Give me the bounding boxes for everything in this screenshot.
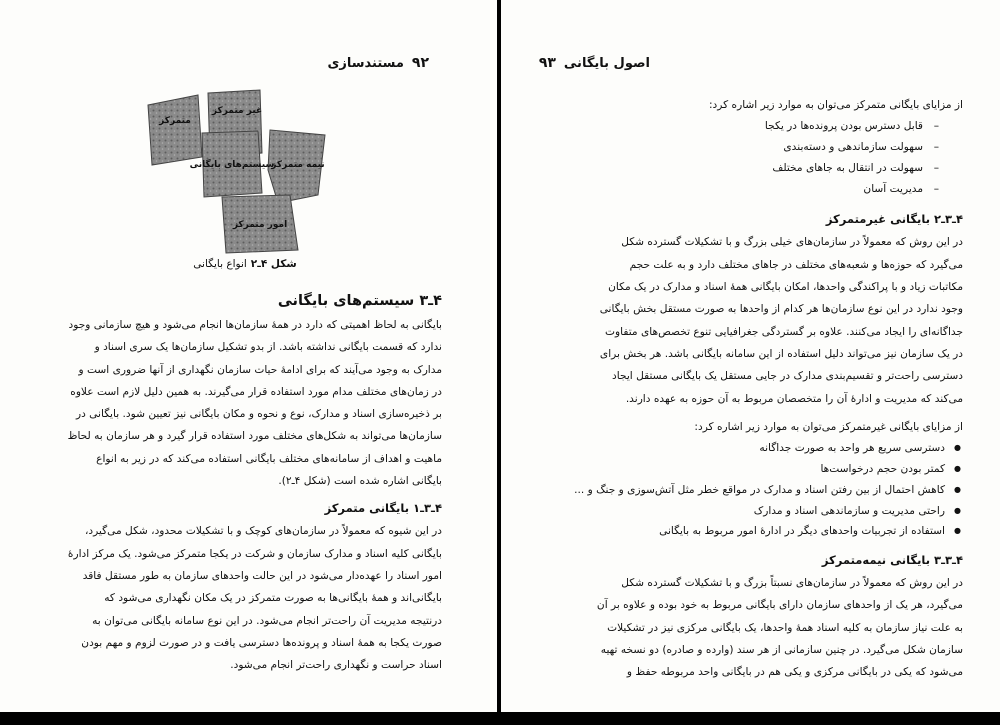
adv-intro-centralized: از مزایای بایگانی متمرکز می‌توان به موارد زیر اشاره کرد: <box>708 99 963 111</box>
list-item: – مدیریت آسان <box>553 179 923 200</box>
adv-intro-decentralized: از مزایای بایگانی غیرمتمرکز می‌توان به موارد زیر اشاره کرد: <box>694 420 963 433</box>
intro-line-1: بایگانی به لحاظ اهمیتی که دارد در همهٔ سازمان‌ها انجام می‌شود و هیچ سازمانی وجود <box>68 319 442 331</box>
figure-caption-text: انواع بایگانی <box>193 258 247 270</box>
para3-line-5: می‌شود که یکی در بایگانی مرکزی و یکی هم در بایگانی واحد مربوطه حفظ و <box>626 666 963 679</box>
left-page-number: ۹۲ <box>411 55 429 71</box>
para2-line-8: می‌کند که مدیریت و ادارهٔ آن را متخصصان مربوط به آن حوزه به عهده دارند. <box>625 392 963 405</box>
para2-line-7: دسترسی راحت‌تر و تقسیم‌بندی مدارک در جایی مستقل یک بایگانی مستقل ایجاد <box>612 370 963 383</box>
intro-line-6: سازمان‌ها می‌تواند به شکل‌های مختلف مورد استفاده قرار گیرد و هر سازمان به لحاظ <box>67 430 442 443</box>
subheading-semi-centralized: ۴ـ۳ـ۳ بایگانی نیمه‌متمرکز <box>821 553 963 568</box>
para1-line-7: اسناد حراست و نگهداری راحت‌تر انجام می‌شود. <box>230 659 442 672</box>
para2-line-1: در این روش که معمولاً در سازمان‌های خیلی بزرگ و با تشکیلات گسترده شکل <box>621 236 963 249</box>
intro-line-4: در زمان‌های مختلف مدام مورد استفاده قرار می‌گیرند. به همین دلیل لازم است علاوه <box>70 385 442 398</box>
figure-caption-number: شکل ۴ـ۲ <box>250 258 297 270</box>
left-page-header <box>327 55 437 71</box>
figure-label-1: متمرکز <box>159 116 191 126</box>
para1-line-3: امور اسناد را عهده‌دار می‌شود در این حالت واحدهای سازمان به طور مستقل فاقد <box>82 569 442 582</box>
list-item: ● دسترسی سریع هر واحد به صورت جداگانه <box>553 438 945 459</box>
figure-block-top-left <box>148 95 202 165</box>
archive-types-figure <box>140 85 340 255</box>
adv-list-decentralized <box>553 438 963 542</box>
intro-line-2: ندارد که قسمت بایگانی نداشته باشد. از بدو تشکیل سازمان‌ها یک سری اسناد و <box>94 341 442 354</box>
adv-list-centralized <box>553 116 963 199</box>
para1-line-4: بایگانی‌اند و همهٔ بایگانی‌ها به صورت متمرکز در یک مکان نگهداری می‌شود که <box>104 592 442 605</box>
figure-label-5: امور متمرکز <box>232 220 288 230</box>
para2-line-2: می‌گیرد که حوزه‌ها و شعبه‌های مختلف در جاهای مختلف دارد و به علت حجم <box>629 258 963 271</box>
para2-line-6: در یک سازمان نیز می‌تواند دلیل استفاده از این سامانه بایگانی باشد. هر بخش برای <box>599 347 963 360</box>
para3-line-3: به علت نیاز سازمان به کلیه اسناد همهٔ واحدها، یک بایگانی مرکزی نیز در تشکیلات <box>607 621 963 634</box>
list-item: ● کمتر بودن حجم درخواست‌ها <box>553 459 945 480</box>
right-page-header <box>531 55 650 71</box>
figure-label-3: سیستم‌های بایگانی <box>189 160 275 170</box>
intro-line-5: بر ذخیره‌سازی اسناد و مدارک، نوع و نحوه و مکان بایگانی نیز تعیین شود. بایگانی در <box>75 408 442 421</box>
para1-line-6: صورت یکجا به همهٔ اسناد و پرونده‌ها دسترسی یافت و در صورت لزوم و مهم بودن <box>81 636 442 649</box>
list-item: – سهولت در انتقال به جاهای مختلف <box>553 158 923 179</box>
right-page-body <box>553 94 963 684</box>
list-item: ● راحتی مدیریت و سازماندهی اسناد و مدارک <box>553 501 945 522</box>
figure-label-2: غیر متمرکز <box>211 106 263 116</box>
figure-label-4: نیمه متمرکز <box>271 160 325 170</box>
para1-line-2: بایگانی کلیه اسناد و مدارک سازمان و شرکت در یکجا متمرکز می‌شود. یک مرکز ادارهٔ <box>67 547 442 560</box>
list-item: ● کاهش احتمال از بین رفتن اسناد و مدارک در مواقع خطر مثل آتش‌سوزی و جنگ و ... <box>553 480 945 501</box>
figure-caption <box>170 258 320 270</box>
right-page-number: ۹۳ <box>538 55 556 71</box>
left-page <box>0 0 497 712</box>
right-page-running-title: اصول بایگانی <box>563 56 650 71</box>
left-page-running-title: مستندسازی <box>327 56 404 71</box>
subheading-centralized: ۴ـ۳ـ۱ بایگانی متمرکز <box>324 501 442 516</box>
para1-line-1: در این شیوه که معمولاً در سازمان‌های کوچک و با تشکیلات محدود، شکل می‌گیرد، <box>84 525 442 538</box>
section-heading: ۴ـ۳ سیستم‌های بایگانی <box>277 293 442 309</box>
list-item: ● استفاده از تجربیات واحدهای دیگر در ادارهٔ امور مربوط به بایگانی <box>553 521 945 542</box>
para2-line-3: مکاتبات زیاد و با پراکندگی واحدها، امکان بایگانی همهٔ اسناد و مدارک در یک مکان <box>608 281 963 294</box>
list-item: – قابل دسترس بودن پرونده‌ها در یکجا <box>553 116 923 137</box>
intro-line-7: ماهیت و اهداف از سامانه‌های مختلف بایگانی استفاده می‌کند که در زیر به انواع <box>96 452 442 465</box>
para3-line-4: سازمان شکل می‌گیرد. در چنین سازمانی از هر سند (وارده و صادره) دو نسخه تهیه <box>600 644 963 657</box>
para1-line-5: درنتیجه مدیریت آن راحت‌تر انجام می‌شود. در این نوع سامانه بایگانی می‌توان به <box>92 614 442 627</box>
para2-line-4: وجود ندارد در این نوع سازمان‌ها هر کدام از واحدها به صورت مستقل بخش بایگانی <box>599 303 963 316</box>
subheading-decentralized: ۴ـ۳ـ۲ بایگانی غیرمتمرکز <box>825 212 963 227</box>
para3-line-2: می‌گیرد، هر یک از واحدهای سازمان دارای بایگانی مربوط به خود بوده و علاوه بر آن <box>596 599 963 612</box>
para2-line-5: جداگانه‌ای را ایجاد می‌کنند. علاوه بر گستردگی جغرافیایی تنوع تخصص‌های متفاوت <box>605 325 963 338</box>
intro-line-3: مدارک به وجود می‌آیند که برای ادامهٔ حیات سازمان نگهداری از آنها ضروری است و <box>78 363 442 376</box>
left-page-body <box>42 288 442 676</box>
para3-line-1: در این روش که معمولاً در سازمان‌های نسبتاً بزرگ و با تشکیلات گسترده شکل <box>621 577 963 590</box>
list-item: – سهولت سازماندهی و دسته‌بندی <box>553 137 923 158</box>
right-page <box>501 0 1000 712</box>
intro-line-8: بایگانی اشاره شده است (شکل ۴ـ۲). <box>278 475 442 488</box>
